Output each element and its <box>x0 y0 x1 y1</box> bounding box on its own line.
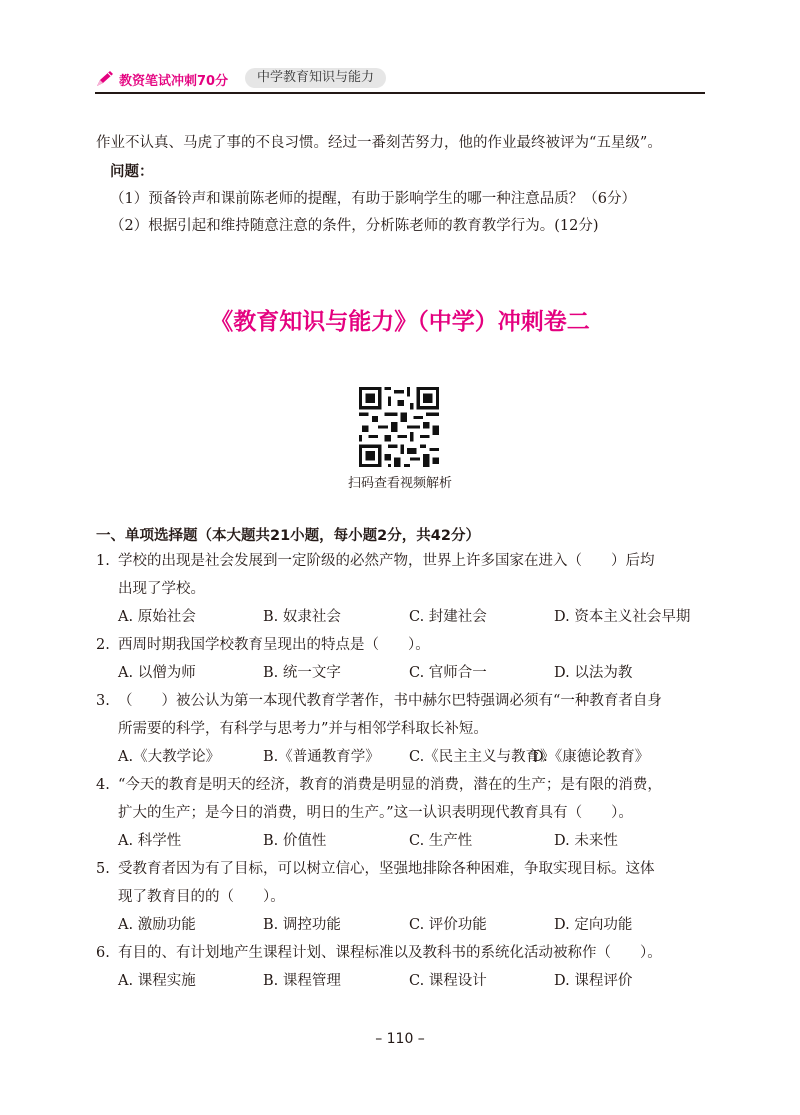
option-a[interactable]: A. 原始社会 <box>118 609 196 625</box>
option-c[interactable]: C. 官师合一 <box>409 665 487 681</box>
question-number: 4. <box>96 777 110 793</box>
option-b[interactable]: B. 价值性 <box>263 833 327 849</box>
option-a[interactable]: A. 以僧为师 <box>118 665 196 681</box>
option-d[interactable]: D. 未来性 <box>554 833 618 849</box>
continuation-text: 作业不认真、马虎了事的不良习惯。经过一番刻苦努力，他的作业最终被评为“五星级”。 <box>96 135 662 151</box>
option-c[interactable]: C. 封建社会 <box>409 609 487 625</box>
pencil-icon <box>95 70 115 88</box>
option-d[interactable]: D. 课程评价 <box>554 973 633 989</box>
subquestion-1: （1）预备铃声和课前陈老师的提醒，有助于影响学生的哪一种注意品质？（6分） <box>110 191 636 207</box>
subquestion-2: （2）根据引起和维持随意注意的条件，分析陈老师的教育教学行为。(12分) <box>110 218 599 234</box>
qr-caption: 扫码查看视频解析 <box>347 476 452 491</box>
option-c[interactable]: C. 生产性 <box>409 833 473 849</box>
option-b[interactable]: B. 奴隶社会 <box>263 609 341 625</box>
option-a[interactable]: A. 课程实施 <box>118 973 196 989</box>
question-stem-continued: 扩大的生产；是今日的消费，明日的生产。”这一认识表明现代教育具有（ ）。 <box>118 805 633 821</box>
question-label: 问题： <box>110 163 154 180</box>
question-stem: 受教育者因为有了目标，可以树立信心，坚强地排除各种困难，争取实现目标。这体 <box>118 861 655 877</box>
question-stem-continued: 现了教育目的的（ ）。 <box>118 889 285 905</box>
question-number: 2. <box>96 637 110 653</box>
question-number: 6. <box>96 945 110 961</box>
question-4 <box>96 773 662 794</box>
option-d[interactable]: D.《康德论教育》 <box>532 749 650 765</box>
page-header <box>95 66 705 92</box>
question-stem: 有目的、有计划地产生课程计划、课程标准以及教科书的系统化活动被称作（ ）。 <box>118 945 662 961</box>
option-c[interactable]: C. 课程设计 <box>409 973 487 989</box>
question-number: 1. <box>96 553 110 569</box>
option-a[interactable]: A.《大教学论》 <box>118 749 221 765</box>
question-1 <box>96 549 655 570</box>
question-6 <box>96 941 662 962</box>
header-rule <box>95 92 705 94</box>
section-heading: 一、单项选择题（本大题共21小题，每小题2分，共42分） <box>96 528 480 544</box>
option-d[interactable]: D. 以法为教 <box>554 665 633 681</box>
question-stem: 西周时期我国学校教育呈现出的特点是（ ）。 <box>118 637 430 653</box>
option-a[interactable]: A. 科学性 <box>118 833 182 849</box>
option-b[interactable]: B. 统一文字 <box>263 665 341 681</box>
option-b[interactable]: B. 调控功能 <box>263 917 341 933</box>
question-3 <box>96 689 662 710</box>
exam-title: 《教育知识与能力》（中学）冲刺卷二 <box>210 308 590 335</box>
question-number: 3. <box>96 693 110 709</box>
subject-badge: 中学教育知识与能力 <box>245 68 386 88</box>
option-a[interactable]: A. 激励功能 <box>118 917 196 933</box>
question-5 <box>96 857 655 878</box>
question-stem: 学校的出现是社会发展到一定阶级的必然产物，世界上许多国家在进入（ ）后均 <box>118 553 655 569</box>
question-stem-continued: 出现了学校。 <box>118 581 205 597</box>
question-stem-continued: 所需要的科学，有科学与思考力”并与相邻学科取长补短。 <box>118 721 488 737</box>
option-b[interactable]: B. 课程管理 <box>263 973 341 989</box>
question-number: 5. <box>96 861 110 877</box>
book-series-title: 教资笔试冲刺70分 <box>119 74 229 89</box>
option-d[interactable]: D. 定向功能 <box>554 917 633 933</box>
question-2 <box>96 633 430 654</box>
question-stem: （ ）被公认为第一本现代教育学著作，书中赫尔巴特强调必须有“一种教育者自身 <box>118 693 662 709</box>
qr-code-icon[interactable] <box>359 387 439 467</box>
option-b[interactable]: B.《普通教育学》 <box>263 749 380 765</box>
option-c[interactable]: C.《民主主义与教育》 <box>409 749 555 765</box>
page-number: – 110 – <box>375 1031 425 1047</box>
option-d[interactable]: D. 资本主义社会早期 <box>554 609 691 625</box>
option-c[interactable]: C. 评价功能 <box>409 917 487 933</box>
question-stem: “今天的教育是明天的经济，教育的消费是明显的消费，潜在的生产；是有限的消费， <box>118 777 662 793</box>
